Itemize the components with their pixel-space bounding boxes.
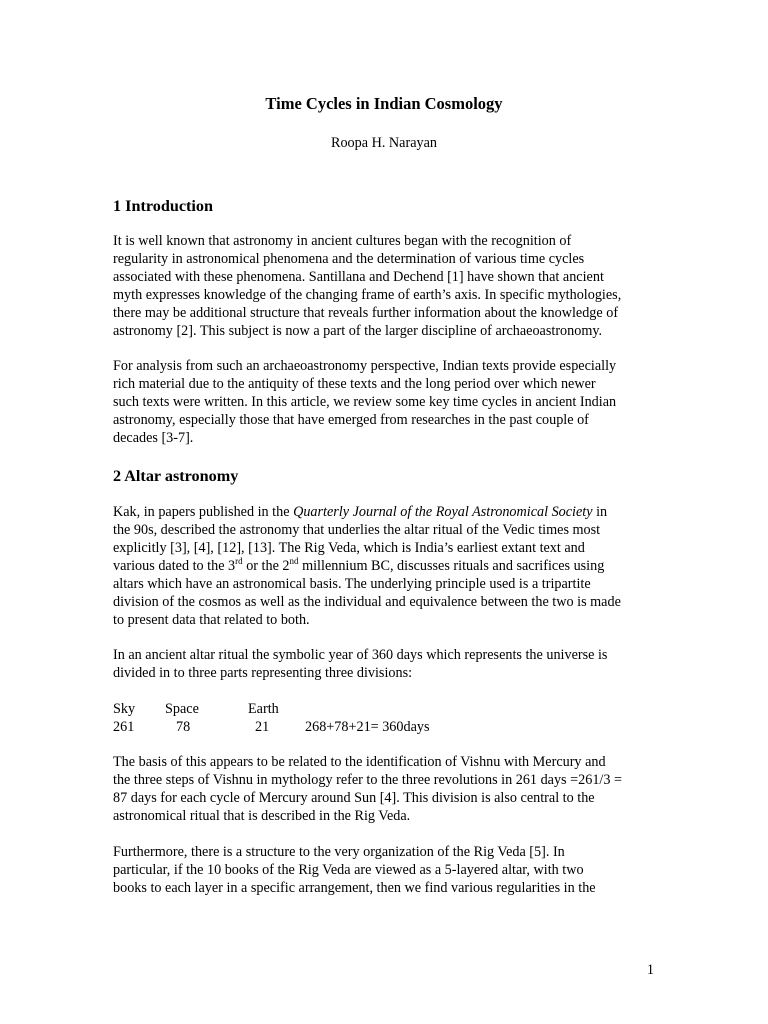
column-header-earth: Earth bbox=[248, 701, 279, 717]
text-line: such texts were written. In this article, we review some key time cycles in ancient Indian bbox=[113, 394, 617, 410]
text-line: particular, if the 10 books of the Rig Veda are viewed as a 5-layered altar, with two bbox=[113, 862, 584, 878]
text-segment: or the 2 bbox=[242, 558, 290, 574]
journal-name: Quarterly Journal of the Royal Astronomical Society bbox=[293, 504, 593, 520]
text-line: there may be additional structure that reveals further information about the knowledge of bbox=[113, 305, 619, 321]
altar-paragraph-1 bbox=[113, 503, 658, 629]
value-earth: 21 bbox=[255, 719, 270, 735]
superscript: rd bbox=[235, 556, 243, 566]
text-line: For analysis from such an archaeoastronomy perspective, Indian texts provide especially bbox=[113, 358, 617, 374]
value-space: 78 bbox=[176, 719, 191, 735]
division-table-values bbox=[113, 718, 658, 736]
text-line: to present data that related to both. bbox=[113, 612, 310, 628]
text-line: It is well known that astronomy in ancient cultures began with the recognition of bbox=[113, 233, 572, 249]
paper-author: Roopa H. Narayan bbox=[331, 135, 437, 151]
paper-title: Time Cycles in Indian Cosmology bbox=[265, 94, 503, 113]
text-line: myth expresses knowledge of the changing frame of earth’s axis. In specific mythologies, bbox=[113, 287, 622, 303]
value-sky: 261 bbox=[113, 719, 135, 735]
section-heading-introduction: 1 Introduction bbox=[113, 197, 213, 215]
intro-paragraph-1 bbox=[113, 232, 658, 340]
altar-paragraph-4 bbox=[113, 843, 658, 897]
text-line bbox=[113, 557, 658, 575]
division-table-header bbox=[113, 700, 658, 718]
column-header-space: Space bbox=[165, 701, 199, 717]
intro-paragraph-2 bbox=[113, 357, 658, 447]
text-line: 87 days for each cycle of Mercury around Sun [4]. This division is also central to the bbox=[113, 790, 595, 806]
text-line: the 90s, described the astronomy that underlies the altar ritual of the Vedic times most bbox=[113, 522, 601, 538]
section-heading-altar-astronomy: 2 Altar astronomy bbox=[113, 467, 239, 485]
text-line: rich material due to the antiquity of these texts and the long period over which newer bbox=[113, 376, 596, 392]
text-line: books to each layer in a specific arrangement, then we find various regularities in the bbox=[113, 880, 596, 896]
column-header-sky: Sky bbox=[113, 701, 136, 717]
text-line: associated with these phenomena. Santillana and Dechend [1] have shown that ancient bbox=[113, 269, 604, 285]
text-line: astronomy, especially those that have emerged from researches in the past couple of bbox=[113, 412, 589, 428]
text-line: division of the cosmos as well as the individual and equivalence between the two is made bbox=[113, 594, 621, 610]
text-line: divided in to three parts representing three divisions: bbox=[113, 665, 413, 681]
text-line: altars which have an astronomical basis. The underlying principle used is a tripartite bbox=[113, 576, 591, 592]
text-line: explicitly [3], [4], [12], [13]. The Rig Veda, which is India’s earliest extant text and bbox=[113, 540, 585, 556]
superscript: nd bbox=[289, 556, 299, 566]
text-line: regularity in astronomical phenomena and the determination of various time cycles bbox=[113, 251, 585, 267]
text-segment: Kak, in papers published in the bbox=[113, 504, 294, 520]
text-line: decades [3-7]. bbox=[113, 430, 194, 446]
text-segment: various dated to the 3 bbox=[113, 558, 236, 574]
text-line: the three steps of Vishnu in mythology refer to the three revolutions in 261 days =261/3 = bbox=[113, 772, 622, 788]
text-segment: millennium BC, discusses rituals and sacrifices using bbox=[298, 558, 605, 574]
text-line: In an ancient altar ritual the symbolic year of 360 days which represents the universe is bbox=[113, 647, 608, 663]
text-line: astronomical ritual that is described in the Rig Veda. bbox=[113, 808, 411, 824]
altar-paragraph-3 bbox=[113, 753, 658, 825]
text-line: The basis of this appears to be related to the identification of Vishnu with Mercury and bbox=[113, 754, 606, 770]
text-segment: in bbox=[592, 504, 608, 520]
text-line bbox=[113, 503, 658, 521]
altar-paragraph-2 bbox=[113, 646, 658, 682]
text-line: Furthermore, there is a structure to the very organization of the Rig Veda [5]. In bbox=[113, 844, 565, 860]
page-number: 1 bbox=[646, 962, 654, 978]
sum-expression: 268+78+21= 360days bbox=[305, 719, 430, 735]
text-line: astronomy [2]. This subject is now a part of the larger discipline of archaeoastronomy. bbox=[113, 323, 603, 339]
